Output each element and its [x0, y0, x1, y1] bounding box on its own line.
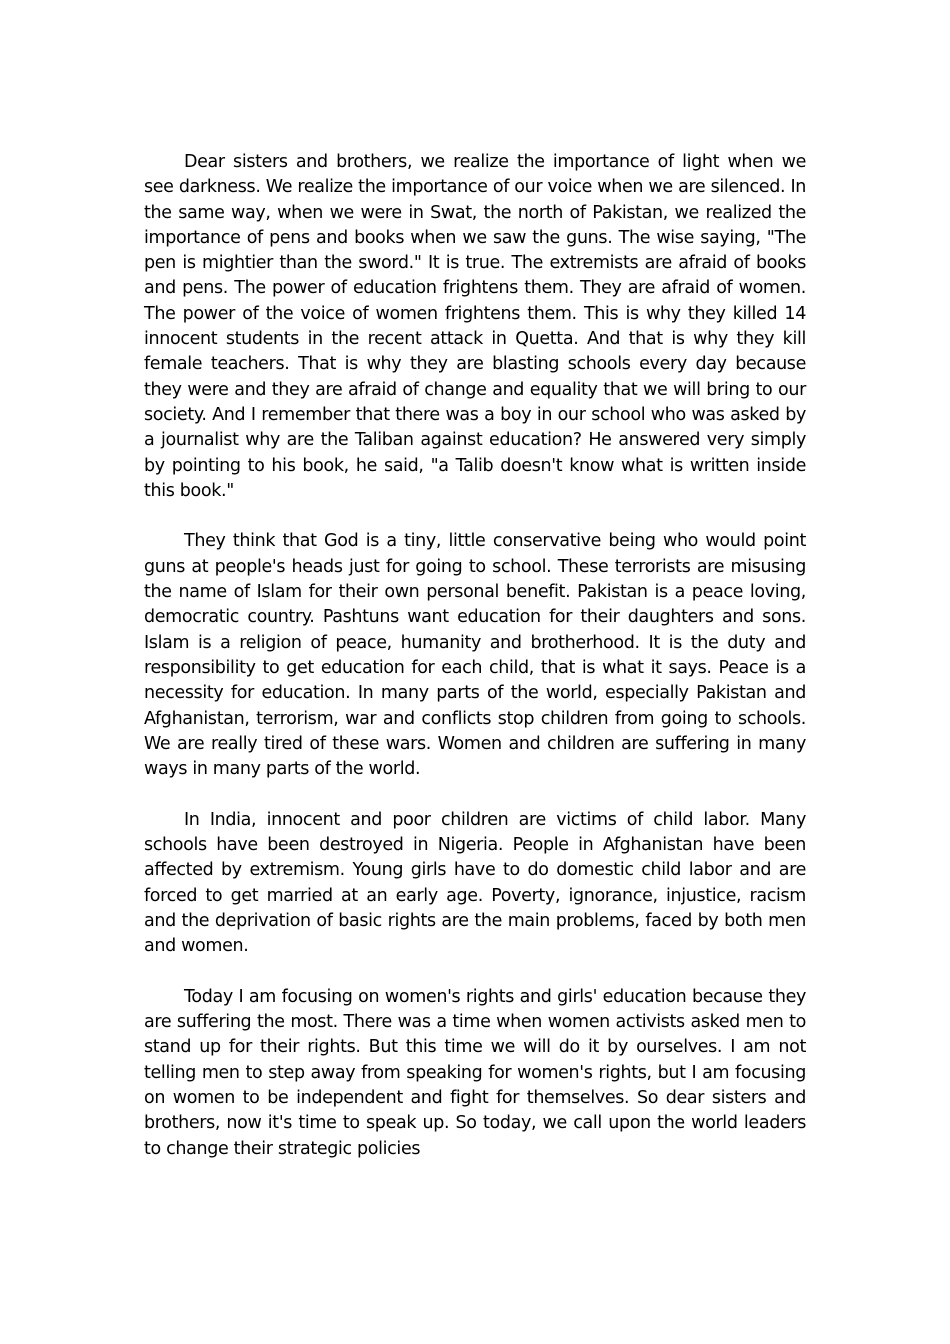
paragraph-light-and-darkness: Dear sisters and brothers, we realize the importance of light when we see darkness. We realize the importance of our voice when we are silenced. In the same way, when we were in Swat, the north of Pakistan, we realized the importance of pens and books when we saw the guns. The wise saying, "The pen is mightier than the sword." It is true. The extremists are afraid of books and pens. The power of education frightens them. They are afraid of women. The power of the voice of women frightens them. This is why they killed 14 innocent students in the recent attack in Quetta. And that is why they kill female teachers. That is why they are blasting schools every day because they were and they are afraid of change and equality that we will bring to our society. And I remember that there was a boy in our school who was asked by a journalist why are the Taliban against education? He answered very simply by pointing to his book, he said, "a Talib doesn't know what is written inside this book."	[144, 152, 806, 501]
document-page	[144, 150, 806, 1162]
paragraph-child-labor: In India, innocent and poor children are victims of child labor. Many schools have been destroyed in Nigeria. People in Afghanistan have been affected by extremism. Young girls have to do domestic child labor and are forced to get married at an early age. Poverty, ignorance, injustice, racism and the deprivation of basic rights are the main problems, faced by both men and women.	[144, 809, 806, 957]
paragraph-womens-rights: Today I am focusing on women's rights and girls' education because they are suffering the most. There was a time when women activists asked men to stand up for their rights. But this time we will do it by ourselves. I am not telling men to step away from speaking for women's rights, but I am focusing on women to be independent and fight for themselves. So dear sisters and brothers, now it's time to speak up. So today, we call upon the world leaders to change their strategic policies	[144, 986, 806, 1159]
paragraph-god-and-terrorists: They think that God is a tiny, little conservative being who would point guns at people's heads just for going to school. These terrorists are misusing the name of Islam for their own personal benefit. Pakistan is a peace loving, democratic country. Pashtuns want education for their daughters and sons. Islam is a religion of peace, humanity and brotherhood. It is the duty and responsibility to get education for each child, that is what it says. Peace is a necessity for education. In many parts of the world, especially Pakistan and Afghanistan, terrorism, war and conflicts stop children from going to schools. We are really tired of these wars. Women and children are suffering in many ways in many parts of the world.	[144, 531, 806, 780]
